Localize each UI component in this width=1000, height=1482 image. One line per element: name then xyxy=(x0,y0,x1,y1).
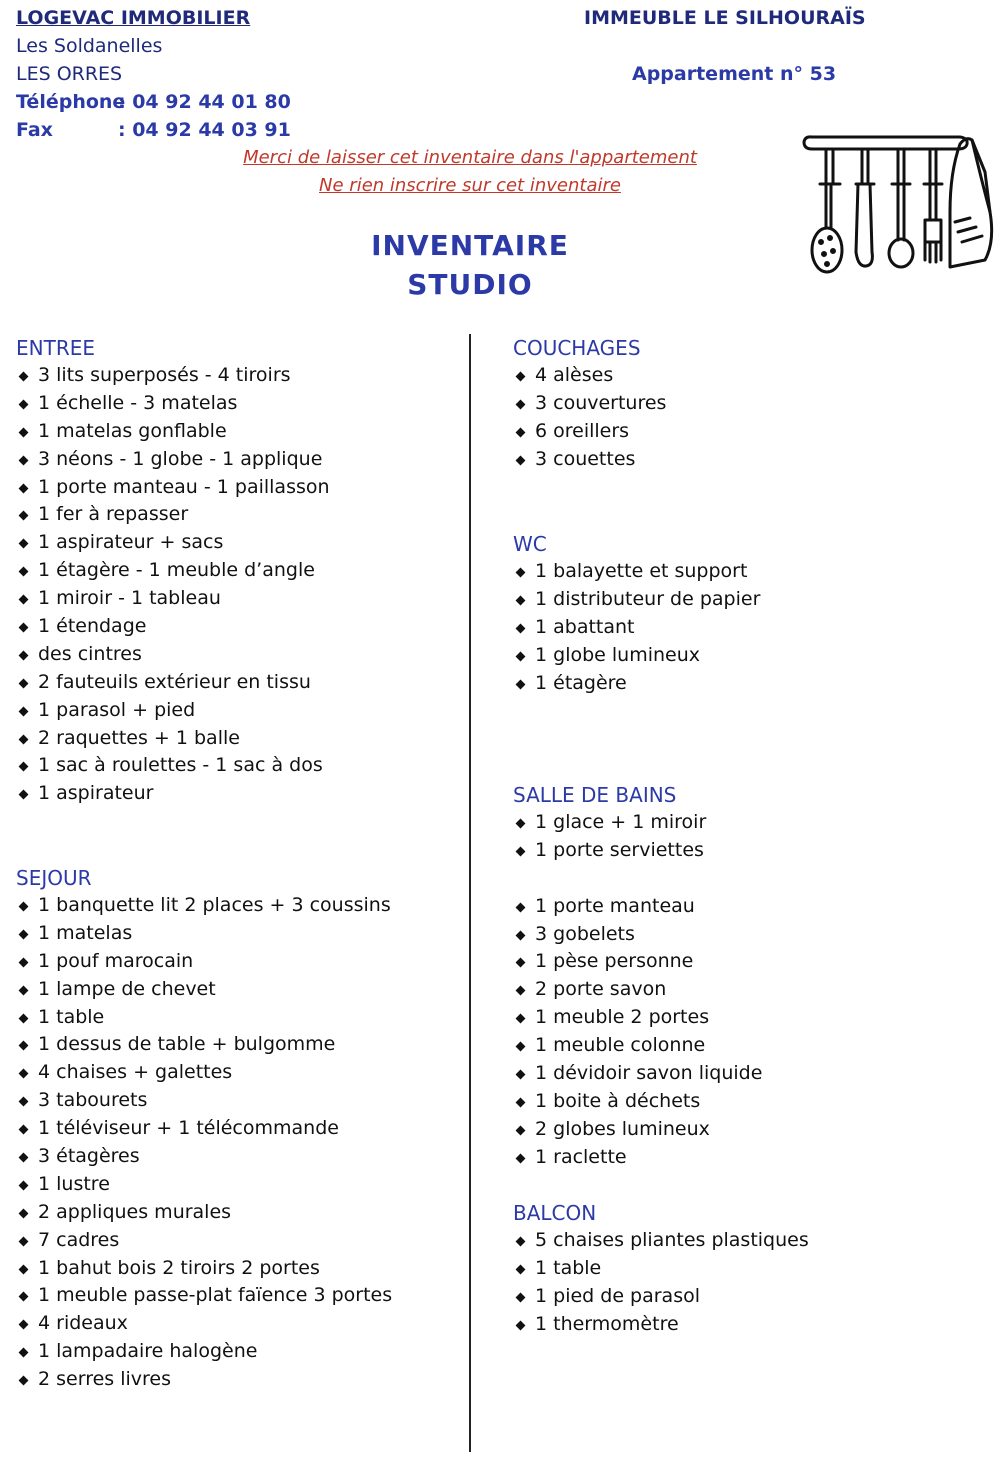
list-item: 1 étagère xyxy=(513,670,983,698)
list-salle-de-bains-a xyxy=(513,809,983,893)
list-item: 2 appliques murales xyxy=(16,1199,456,1227)
section-wc xyxy=(513,530,983,697)
list-item: 1 dévidoir savon liquide xyxy=(513,1060,983,1088)
list-salle-de-bains-b xyxy=(513,893,983,1172)
list-item: 5 chaises pliantes plastiques xyxy=(513,1227,983,1255)
section-title-sejour: SEJOUR xyxy=(16,866,92,890)
list-item: 3 néons - 1 globe - 1 applique xyxy=(16,446,456,474)
list-item: 1 porte manteau - 1 paillasson xyxy=(16,474,456,502)
list-item: 1 glace + 1 miroir xyxy=(513,809,983,837)
list-item: 4 chaises + galettes xyxy=(16,1059,456,1087)
list-item: 1 meuble passe-plat faïence 3 portes xyxy=(16,1282,456,1310)
list-item: 1 aspirateur + sacs xyxy=(16,529,456,557)
list-item: 1 porte manteau xyxy=(513,893,983,921)
list-item: 1 table xyxy=(513,1255,983,1283)
section-title-wc: WC xyxy=(513,532,547,556)
page-title: INVENTAIRE xyxy=(371,229,569,262)
list-item: 1 boite à déchets xyxy=(513,1088,983,1116)
list-item: 3 couettes xyxy=(513,446,983,474)
list-item: 1 balayette et support xyxy=(513,558,983,586)
list-item: 3 étagères xyxy=(16,1143,456,1171)
agency-town: LES ORRES xyxy=(16,63,123,85)
list-item: 1 globe lumineux xyxy=(513,642,983,670)
agency-residence: Les Soldanelles xyxy=(16,35,163,57)
list-item: 3 tabourets xyxy=(16,1087,456,1115)
list-item: 1 abattant xyxy=(513,614,983,642)
list-item: 1 distributeur de papier xyxy=(513,586,983,614)
agency-name: LOGEVAC IMMOBILIER xyxy=(16,7,251,29)
kitchen-utensils-rack-icon xyxy=(800,132,1000,277)
section-couchages xyxy=(513,334,983,474)
list-item: 1 pied de parasol xyxy=(513,1283,983,1311)
list-couchages xyxy=(513,362,983,474)
list-item: 1 table xyxy=(16,1004,456,1032)
list-item: 2 globes lumineux xyxy=(513,1116,983,1144)
list-entree xyxy=(16,362,456,808)
list-item: 1 thermomètre xyxy=(513,1311,983,1339)
list-item: 1 raclette xyxy=(513,1144,983,1172)
list-item: 4 alèses xyxy=(513,362,983,390)
fax-number: : 04 92 44 03 91 xyxy=(118,119,291,141)
list-item: 1 banquette lit 2 places + 3 coussins xyxy=(16,892,456,920)
section-entree xyxy=(16,334,456,808)
list-item: 1 échelle - 3 matelas xyxy=(16,390,456,418)
list-balcon xyxy=(513,1227,983,1339)
list-item: 4 rideaux xyxy=(16,1310,456,1338)
section-title-salle-de-bains: SALLE DE BAINS xyxy=(513,783,677,807)
column-divider xyxy=(469,334,471,1452)
section-title-balcon: BALCON xyxy=(513,1201,597,1225)
list-item: des cintres xyxy=(16,641,456,669)
list-item: 1 téléviseur + 1 télécommande xyxy=(16,1115,456,1143)
list-spacer xyxy=(513,865,983,893)
list-wc xyxy=(513,558,983,697)
list-item: 3 couvertures xyxy=(513,390,983,418)
building-name: IMMEUBLE LE SILHOURAÏS xyxy=(584,7,866,29)
list-item: 1 miroir - 1 tableau xyxy=(16,585,456,613)
section-salle-de-bains xyxy=(513,781,983,1172)
list-item: 1 étagère - 1 meuble d’angle xyxy=(16,557,456,585)
list-item: 1 fer à repasser xyxy=(16,501,456,529)
list-item: 2 serres livres xyxy=(16,1366,456,1394)
list-item: 2 fauteuils extérieur en tissu xyxy=(16,669,456,697)
list-item: 1 meuble colonne xyxy=(513,1032,983,1060)
list-item: 1 matelas gonflable xyxy=(16,418,456,446)
list-item: 1 parasol + pied xyxy=(16,697,456,725)
list-item: 7 cadres xyxy=(16,1227,456,1255)
section-sejour xyxy=(16,864,456,1394)
apartment-number: Appartement n° 53 xyxy=(632,63,837,85)
list-item: 1 pouf marocain xyxy=(16,948,456,976)
list-item: 1 lustre xyxy=(16,1171,456,1199)
list-item: 1 bahut bois 2 tiroirs 2 portes xyxy=(16,1255,456,1283)
list-item: 1 lampadaire halogène xyxy=(16,1338,456,1366)
section-balcon xyxy=(513,1199,983,1339)
phone-label: Téléphone xyxy=(16,91,126,113)
list-item: 1 lampe de chevet xyxy=(16,976,456,1004)
phone-number: : 04 92 44 01 80 xyxy=(118,91,291,113)
list-item: 2 porte savon xyxy=(513,976,983,1004)
list-item: 6 oreillers xyxy=(513,418,983,446)
notice-keep-inventory: Merci de laisser cet inventaire dans l'appartement xyxy=(243,147,697,168)
list-item: 1 aspirateur xyxy=(16,780,456,808)
list-item: 1 étendage xyxy=(16,613,456,641)
fax-label: Fax xyxy=(16,119,53,141)
list-item: 1 matelas xyxy=(16,920,456,948)
notice-do-not-write: Ne rien inscrire sur cet inventaire xyxy=(319,175,621,196)
list-item: 1 dessus de table + bulgomme xyxy=(16,1031,456,1059)
section-title-entree: ENTREE xyxy=(16,336,95,360)
list-item: 1 meuble 2 portes xyxy=(513,1004,983,1032)
page-subtitle: STUDIO xyxy=(407,268,533,301)
list-item: 1 pèse personne xyxy=(513,948,983,976)
list-item: 2 raquettes + 1 balle xyxy=(16,725,456,753)
list-sejour xyxy=(16,892,456,1394)
list-item: 3 lits superposés - 4 tiroirs xyxy=(16,362,456,390)
list-item: 3 gobelets xyxy=(513,921,983,949)
list-item: 1 porte serviettes xyxy=(513,837,983,865)
list-item: 1 sac à roulettes - 1 sac à dos xyxy=(16,752,456,780)
section-title-couchages: COUCHAGES xyxy=(513,336,641,360)
